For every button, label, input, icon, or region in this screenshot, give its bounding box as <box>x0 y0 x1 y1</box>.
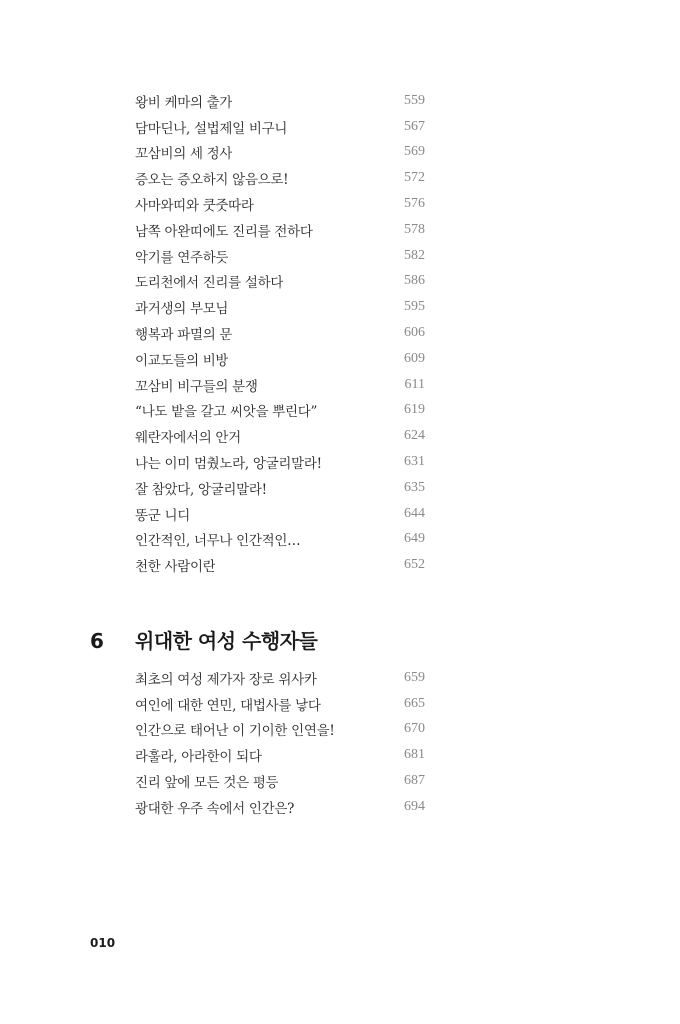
chapter-number: 6 <box>90 629 104 653</box>
toc-entry-title: 인간적인, 너무나 인간적인… <box>135 533 301 550</box>
toc-entry <box>135 398 425 424</box>
toc-entry-title: 꼬삼비의 세 정사 <box>135 146 233 163</box>
toc-entry-page: 665 <box>404 695 425 711</box>
toc-entry-title: 남쪽 아완띠에도 진리를 전하다 <box>135 223 313 240</box>
toc-entry-page: 586 <box>404 273 425 289</box>
toc-entry-title: 담마딘나, 설법제일 비구니 <box>135 120 288 137</box>
toc-entry-page: 569 <box>404 144 425 160</box>
toc-entry <box>135 717 425 743</box>
toc-entry-page: 611 <box>404 376 425 392</box>
toc-entry <box>135 372 425 398</box>
toc-entry <box>135 294 425 320</box>
toc-entry <box>135 320 425 346</box>
toc-entry <box>135 501 425 527</box>
toc-entry-page: 670 <box>404 721 425 737</box>
toc-entry-title: 인간으로 태어난 이 기이한 인연을! <box>135 723 335 740</box>
toc-entry <box>135 269 425 295</box>
toc-entry-title: 라훌라, 아라한이 되다 <box>135 749 262 766</box>
toc-entry <box>135 475 425 501</box>
toc-entry <box>135 691 425 717</box>
toc-list-part2 <box>135 665 425 820</box>
toc-entry-title: 최초의 여성 제가자 장로 위사카 <box>135 671 317 688</box>
toc-entry <box>135 552 425 578</box>
toc-entry-title: 증오는 증오하지 않음으로! <box>135 172 289 189</box>
toc-entry-page: 644 <box>404 505 425 521</box>
toc-entry-page: 578 <box>404 221 425 237</box>
toc-entry-page: 606 <box>404 325 425 341</box>
toc-entry <box>135 140 425 166</box>
toc-entry-page: 609 <box>404 350 425 366</box>
toc-entry-title: 도리천에서 진리를 설하다 <box>135 275 284 292</box>
toc-entry <box>135 243 425 269</box>
toc-entry <box>135 794 425 820</box>
toc-entry <box>135 449 425 475</box>
toc-entry-page: 659 <box>404 669 425 685</box>
toc-entry-page: 582 <box>404 247 425 263</box>
toc-entry-page: 681 <box>404 747 425 763</box>
toc-entry <box>135 88 425 114</box>
toc-entry <box>135 768 425 794</box>
toc-entry-title: 이교도들의 비방 <box>135 352 229 369</box>
toc-entry <box>135 217 425 243</box>
toc-entry-title: 여인에 대한 연민, 대법사를 낳다 <box>135 697 321 714</box>
toc-entry <box>135 742 425 768</box>
toc-entry-title: 진리 앞에 모든 것은 평등 <box>135 775 279 792</box>
toc-entry-title: 광대한 우주 속에서 인간은? <box>135 800 295 817</box>
toc-entry-title: 사마와띠와 쿳줏따라 <box>135 198 254 215</box>
toc-entry-page: 635 <box>404 479 425 495</box>
toc-entry-title: 잘 참았다, 앙굴리말라! <box>135 481 267 498</box>
toc-entry-page: 595 <box>404 299 425 315</box>
toc-entry-title: 꼬삼비 비구들의 분쟁 <box>135 378 258 395</box>
toc-entry-page: 572 <box>404 170 425 186</box>
toc-entry <box>135 165 425 191</box>
toc-entry-page: 624 <box>404 428 425 444</box>
toc-entry-title: 천한 사람이란 <box>135 559 216 576</box>
toc-entry-title: 나는 이미 멈췄노라, 앙굴리말라! <box>135 456 322 473</box>
toc-entry-page: 619 <box>404 402 425 418</box>
page-number: 010 <box>90 936 116 950</box>
toc-entry-page: 649 <box>404 531 425 547</box>
toc-entry-title: 똥군 니디 <box>135 507 190 524</box>
toc-list-part1 <box>135 88 425 578</box>
toc-entry-title: 악기를 연주하듯 <box>135 249 229 266</box>
toc-entry <box>135 527 425 553</box>
toc-entry-title: “나도 밭을 갈고 씨앗을 뿌린다” <box>135 404 318 421</box>
toc-entry-page: 687 <box>404 773 425 789</box>
toc-entry-page: 652 <box>404 557 425 573</box>
chapter-title: 위대한 여성 수행자들 <box>135 629 318 653</box>
toc-entry-page: 576 <box>404 196 425 212</box>
toc-entry-title: 과거생의 부모님 <box>135 301 229 318</box>
toc-entry <box>135 665 425 691</box>
toc-entry <box>135 191 425 217</box>
toc-entry-page: 631 <box>404 454 425 470</box>
toc-entry-page: 694 <box>404 798 425 814</box>
toc-entry-title: 웨란자에서의 안거 <box>135 430 241 447</box>
toc-entry <box>135 423 425 449</box>
toc-entry <box>135 114 425 140</box>
toc-entry-page: 567 <box>404 118 425 134</box>
toc-entry-page: 559 <box>404 92 425 108</box>
chapter-heading <box>90 625 317 654</box>
toc-entry-title: 왕비 케마의 출가 <box>135 94 233 111</box>
toc-entry <box>135 346 425 372</box>
toc-entry-title: 행복과 파멸의 문 <box>135 327 233 344</box>
